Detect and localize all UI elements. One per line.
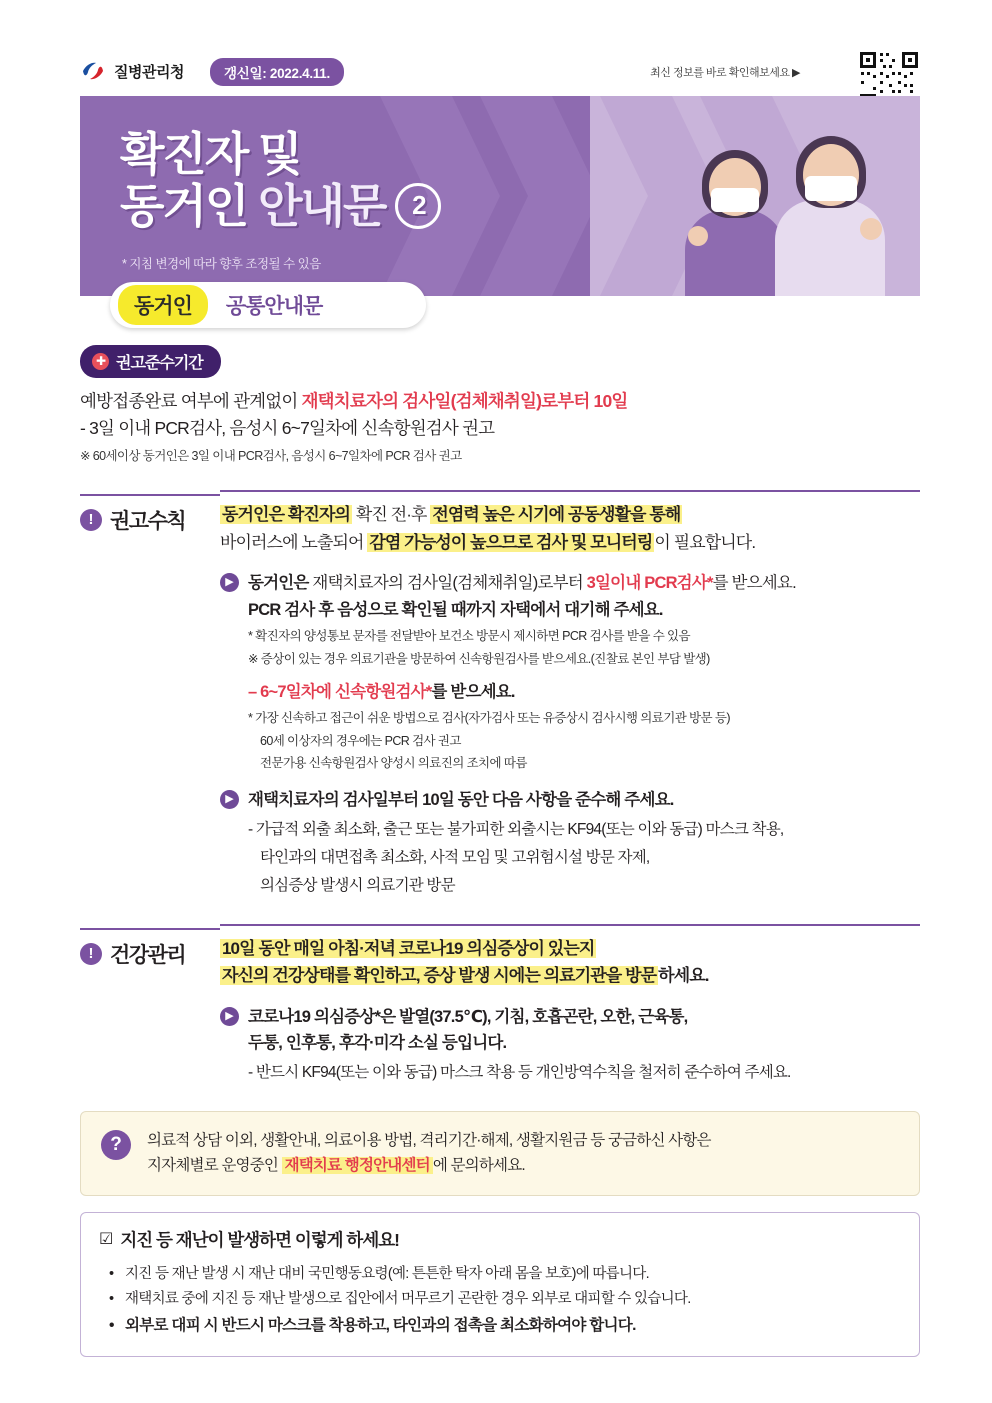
intro-e: 감염 가능성이 높으므로 검사 및 모니터링	[369, 532, 653, 552]
intro-a: 동거인은 확진자의	[222, 505, 350, 525]
h-intro-1: 10일 동안 매일 아침·저녁 코로나19 의심증상이 있는지	[222, 938, 595, 958]
list-item	[220, 1004, 920, 1085]
chevron-right-icon: ▶	[220, 1007, 239, 1026]
government-logo-icon	[80, 58, 106, 84]
intro-d: 바이러스에 노출되어	[220, 532, 368, 552]
exclamation-circle-icon: !	[80, 509, 102, 531]
b1-dnote-1: 60세 이상자의 경우에는 PCR 검사 권고	[260, 733, 461, 748]
chevron-right-icon: ▶	[220, 573, 239, 592]
intro-b: 확진 전·후	[352, 505, 431, 525]
agency-name: 질병관리청	[114, 64, 184, 81]
top-bar	[80, 56, 920, 90]
inquiry-text	[147, 1128, 901, 1179]
b1-main-b: 재택치료자의 검사일(검체채취일)로부터	[312, 574, 587, 593]
h-b-dash-0: - 반드시 KF94(또는 이와 동급) 마스크 착용 등 개인방역수칙을 철저히 준수하여 주세요.	[248, 1063, 791, 1081]
b2-main: 재택치료자의 검사일부터 10일 동안 다음 사항을 준수해 주세요.	[248, 791, 674, 810]
h-b-main-b: 두통, 인후통, 후각·미각 소실 등입니다.	[248, 1034, 507, 1053]
period-line1	[80, 388, 920, 415]
hero-title	[120, 128, 441, 233]
section-health-head	[80, 924, 220, 1085]
period-pill	[80, 345, 221, 378]
b2-dash-0: - 가급적 외출 최소화, 출근 또는 불가피한 외출시는 KF94(또는 이와 동급) 마스크 착용,	[248, 820, 784, 838]
tab-group	[110, 282, 426, 328]
inquiry-line2b: 에 문의하세요.	[432, 1157, 525, 1175]
b1-main-c: 를 받으세요.	[712, 574, 796, 593]
disaster-item-0: 지진 등 재난 발생 시 재난 대비 국민행동요령(예: 튼튼한 탁자 아래 몸을 보호)에 따릅니다.	[125, 1265, 649, 1282]
period-line1-highlight: 재택치료자의 검사일(검체채취일)로부터 10일	[301, 391, 628, 411]
hero-title-line1: 확진자 및	[120, 128, 301, 180]
update-date-badge: 갱신일: 2022.4.11.	[210, 58, 344, 86]
inquiry-box	[80, 1111, 920, 1196]
list-item	[109, 1287, 901, 1312]
list-item	[220, 570, 920, 773]
disaster-list	[109, 1262, 901, 1340]
disaster-box	[80, 1212, 920, 1357]
health-bullet-text	[248, 1004, 791, 1085]
b1-main-red: 3일이내 PCR검사*	[586, 574, 713, 593]
question-mark-icon: ?	[101, 1130, 131, 1160]
b1-main2: PCR 검사 후 음성으로 확인될 때까지 자택에서 대기해 주세요.	[248, 600, 663, 619]
tab-cohabitant[interactable]: 동거인	[118, 285, 208, 325]
hero-title-line2-light: 안내문	[258, 180, 386, 233]
disaster-title-row	[99, 1227, 901, 1252]
bullet-2-text	[248, 787, 783, 897]
bullet-1-text	[248, 570, 796, 773]
period-note: ※ 60세이상 동거인은 3일 이내 PCR검사, 음성시 6~7일차에 PCR 검사 권고	[80, 449, 462, 464]
qr-note: 최신 정보를 바로 확인해보세요 ▶	[650, 67, 800, 79]
tab-common-guide[interactable]: 공통안내문	[225, 295, 323, 318]
intro-f: 이 필요합니다.	[654, 532, 756, 552]
list-item	[220, 787, 920, 897]
section-recommendations-title: 권고수칙	[110, 510, 186, 534]
hero-banner	[80, 96, 920, 296]
hero-footnote: * 지침 변경에 따라 향후 조정될 수 있음	[122, 257, 321, 271]
inquiry-line1: 의료적 상담 이외, 생활안내, 의료이용 방법, 격리기간·해제, 생활지원금 등 궁금하신 사항은	[147, 1131, 711, 1149]
plus-circle-icon: ✚	[92, 353, 109, 370]
bullet-dot-icon: •	[109, 1291, 114, 1308]
health-intro	[220, 935, 920, 990]
b1-note-1: ※ 증상이 있는 경우 의료기관을 방문하여 신속항원검사를 받으세요.(진찰료 본인 부담 발생)	[248, 651, 710, 666]
content-area	[80, 345, 920, 1357]
b1-dash-red: – 6~7일차에 신속항원검사*	[248, 682, 432, 701]
list-item	[109, 1262, 901, 1287]
b1-dnote-2: 전문가용 신속항원검사 양성시 의료진의 조치에 따름	[260, 756, 527, 771]
section-health-management	[80, 924, 920, 1085]
disaster-item-2: 외부로 대피 시 반드시 마스크를 착용하고, 타인과의 접촉을 최소화하여야 합니다.	[125, 1317, 636, 1335]
section-recommendations-body	[220, 490, 920, 897]
hero-badge-number: 2	[395, 183, 441, 229]
checkbox-icon: ☑	[99, 1231, 113, 1249]
bullet-dot-icon: •	[109, 1265, 114, 1282]
b1-main-a: 동거인은	[248, 574, 313, 593]
disaster-title: 지진 등 재난이 발생하면 이렇게 하세요!	[120, 1229, 399, 1250]
inquiry-center-name: 재택치료 행정안내센터	[282, 1157, 433, 1174]
recommendations-intro	[220, 501, 920, 556]
b1-note-0: * 확진자의 양성통보 문자를 전달받아 보건소 방문시 제시하면 PCR 검사를 받을 수 있음	[248, 629, 691, 644]
intro-c: 전염력 높은 시기에 공동생활을 통해	[432, 505, 681, 525]
exclamation-circle-icon: !	[80, 943, 102, 965]
b2-dash-2: 의심증상 발생시 의료기관 방문	[260, 876, 455, 894]
b1-dash-tail: 를 받으세요.	[431, 682, 515, 701]
period-section	[80, 345, 920, 464]
chevron-right-icon: ▶	[220, 790, 239, 809]
h-intro-2b: 의료기관을 방문	[543, 966, 657, 986]
hero-title-line2-bold: 동거인	[120, 180, 248, 233]
h-intro-2c: 하세요.	[658, 966, 709, 986]
section-recommendations-head	[80, 490, 220, 897]
period-line1-plain: 예방접종완료 여부에 관계없이	[80, 391, 302, 411]
period-line2: - 3일 이내 PCR검사, 음성시 6~7일차에 신속항원검사 권고	[80, 418, 495, 439]
illustration-person-right	[770, 121, 890, 296]
bullet-dot-icon: •	[109, 1317, 114, 1335]
period-pill-label: 권고준수기간	[116, 355, 203, 372]
section-recommendations	[80, 490, 920, 897]
section-health-title: 건강관리	[110, 943, 186, 967]
h-intro-2a: 자신의 건강상태를 확인하고, 증상 발생 시에는	[222, 966, 544, 986]
list-item	[109, 1312, 901, 1339]
h-b-main-a: 코로나19 의심증상*은 발열(37.5℃), 기침, 호흡곤란, 오한, 근육통,	[248, 1007, 688, 1026]
section-health-body	[220, 924, 920, 1085]
b1-dnote-0: * 가장 신속하고 접근이 쉬운 방법으로 검사(자가검사 또는 유증상시 검사시행 의료기관 방문 등)	[248, 710, 730, 725]
disaster-item-1: 재택치료 중에 지진 등 재난 발생으로 집안에서 머무르기 곤란한 경우 외부로 대피할 수 있습니다.	[125, 1291, 691, 1308]
inquiry-line2a: 지자체별로 운영중인	[147, 1157, 282, 1175]
b2-dash-1: 타인과의 대면접촉 최소화, 사적 모임 및 고위험시설 방문 자제,	[260, 848, 650, 866]
